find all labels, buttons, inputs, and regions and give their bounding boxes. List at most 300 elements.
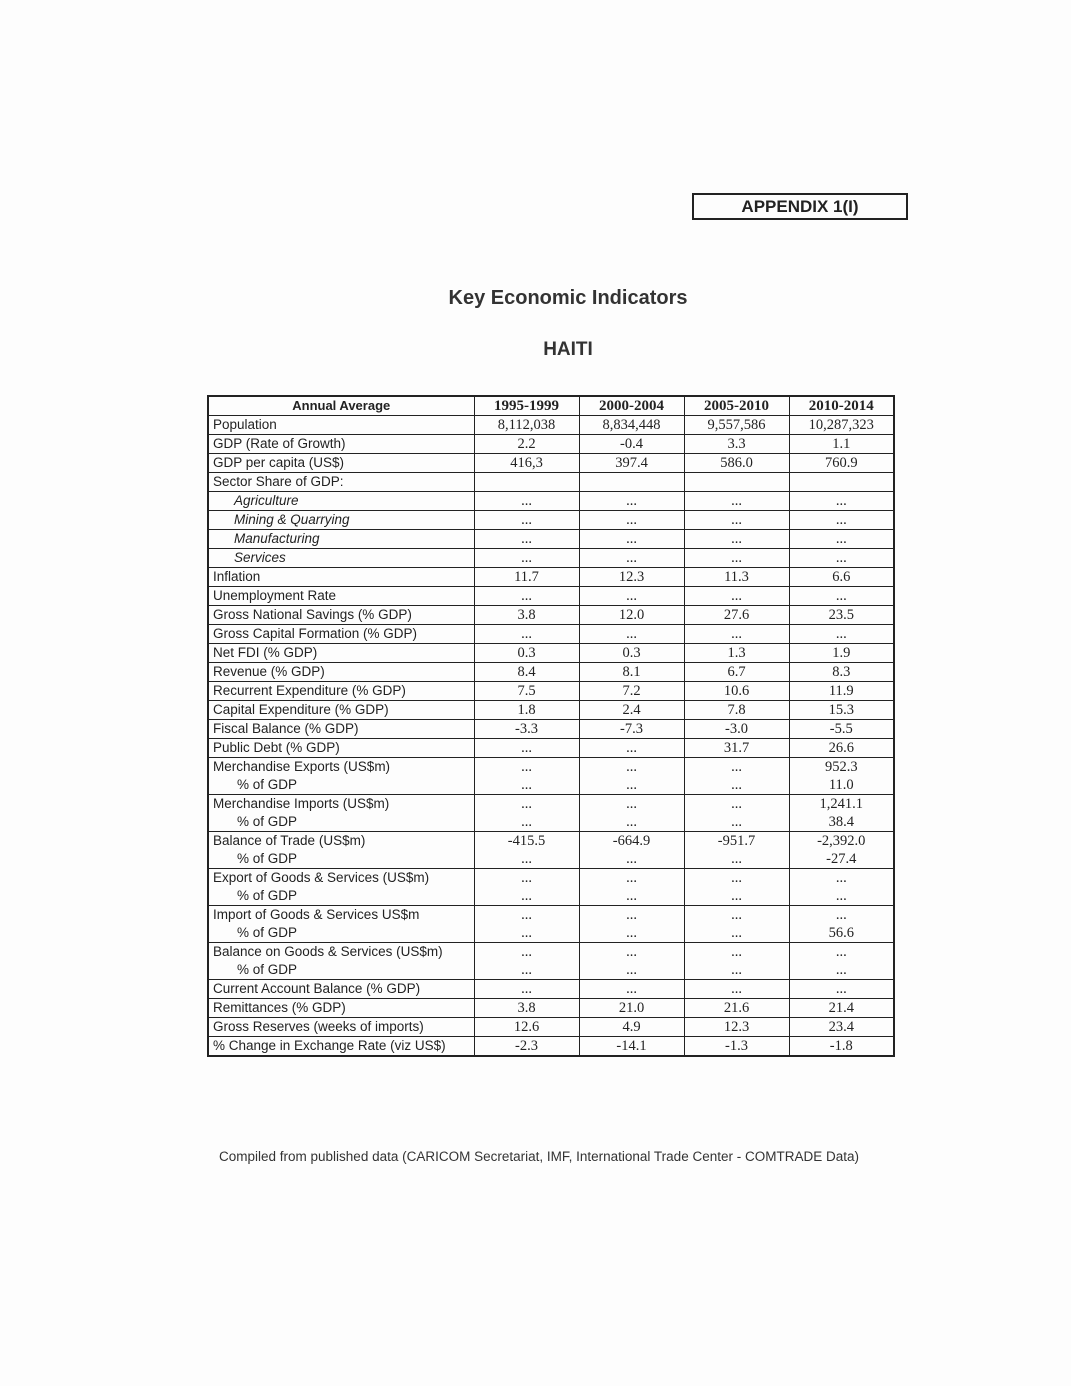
value-cell bbox=[789, 530, 894, 549]
column-header: 2000-2004 bbox=[579, 396, 684, 416]
value-cell bbox=[474, 568, 579, 587]
value-cell bbox=[789, 999, 894, 1018]
value-text: 3.3 bbox=[727, 436, 746, 452]
value-cell bbox=[579, 1037, 684, 1057]
table-body bbox=[208, 416, 894, 1057]
value-cell bbox=[474, 943, 579, 980]
value-pct-text: ... bbox=[626, 777, 637, 793]
appendix-label: APPENDIX 1(I) bbox=[692, 193, 908, 220]
value-cell bbox=[789, 454, 894, 473]
value-cell bbox=[579, 549, 684, 568]
value-text: 26.6 bbox=[828, 740, 854, 756]
value-text: -664.9 bbox=[612, 833, 651, 849]
row-label-text: GDP per capita (US$) bbox=[213, 455, 345, 470]
value-cell bbox=[474, 701, 579, 720]
value-text: 2.4 bbox=[622, 702, 641, 718]
row-label-text: Population bbox=[213, 417, 277, 432]
value-cell bbox=[684, 492, 789, 511]
value-text: ... bbox=[521, 493, 532, 509]
value-cell bbox=[579, 511, 684, 530]
value-cell bbox=[474, 720, 579, 739]
row-label bbox=[208, 943, 474, 980]
value-cell bbox=[789, 943, 894, 980]
value-cell bbox=[684, 549, 789, 568]
row-label bbox=[208, 435, 474, 454]
value-text: ... bbox=[626, 588, 637, 604]
value-cell bbox=[789, 1037, 894, 1057]
row-sublabel-text: % of GDP bbox=[237, 851, 298, 866]
row-label bbox=[208, 473, 474, 492]
row-label-text: Agriculture bbox=[234, 493, 299, 508]
value-cell bbox=[474, 530, 579, 549]
table-row bbox=[208, 701, 894, 720]
value-text: ... bbox=[835, 531, 847, 547]
value-text: 10,287,323 bbox=[808, 417, 874, 433]
value-pct-text: ... bbox=[731, 851, 742, 867]
row-label-text: Current Account Balance (% GDP) bbox=[213, 981, 421, 996]
value-pct-text: ... bbox=[521, 925, 532, 941]
value-text: 8,834,448 bbox=[602, 417, 661, 433]
value-cell bbox=[474, 663, 579, 682]
row-label bbox=[208, 644, 474, 663]
value-pct-text: ... bbox=[731, 888, 742, 904]
value-pct-text: 38.4 bbox=[828, 814, 854, 830]
value-cell bbox=[684, 568, 789, 587]
value-cell bbox=[474, 454, 579, 473]
value-pct-text: ... bbox=[521, 851, 532, 867]
value-cell bbox=[789, 663, 894, 682]
value-cell bbox=[579, 473, 684, 492]
value-text: 27.6 bbox=[723, 607, 750, 623]
row-label-text: Gross National Savings (% GDP) bbox=[213, 607, 412, 622]
value-cell bbox=[789, 587, 894, 606]
value-cell bbox=[579, 869, 684, 906]
value-cell bbox=[579, 416, 684, 435]
value-cell bbox=[789, 701, 894, 720]
table-row bbox=[208, 663, 894, 682]
value-text: ... bbox=[521, 796, 532, 812]
value-cell bbox=[579, 606, 684, 625]
value-cell bbox=[684, 739, 789, 758]
value-cell bbox=[789, 435, 894, 454]
value-text: 23.5 bbox=[828, 607, 854, 623]
value-text: ... bbox=[626, 907, 637, 923]
row-label bbox=[208, 999, 474, 1018]
value-text: 21.0 bbox=[618, 1000, 645, 1016]
value-cell bbox=[579, 999, 684, 1018]
row-label bbox=[208, 606, 474, 625]
table-row bbox=[208, 549, 894, 568]
value-cell bbox=[474, 832, 579, 869]
value-cell bbox=[474, 1037, 579, 1057]
page-title: Key Economic Indicators bbox=[448, 287, 688, 309]
value-cell bbox=[474, 980, 579, 999]
value-text: ... bbox=[835, 588, 847, 604]
value-text: 6.6 bbox=[832, 569, 851, 585]
table-row bbox=[208, 587, 894, 606]
value-cell bbox=[474, 435, 579, 454]
value-cell bbox=[684, 720, 789, 739]
source-footnote: Compiled from published data (CARICOM Secretariat, IMF, International Trade Center - COMTRADE Data) bbox=[219, 1149, 859, 1164]
value-cell bbox=[579, 530, 684, 549]
value-cell bbox=[789, 549, 894, 568]
row-label bbox=[208, 492, 474, 511]
value-text: 1,241.1 bbox=[819, 796, 863, 812]
value-text: 1.1 bbox=[832, 436, 851, 452]
value-cell bbox=[789, 625, 894, 644]
row-label-text: Mining & Quarrying bbox=[234, 512, 350, 527]
row-label-text: Inflation bbox=[213, 569, 261, 584]
value-pct-text: ... bbox=[731, 777, 742, 793]
value-text: -2,392.0 bbox=[817, 833, 866, 849]
value-cell bbox=[789, 720, 894, 739]
value-pct-text: ... bbox=[521, 888, 532, 904]
row-label bbox=[208, 869, 474, 906]
table-row bbox=[208, 606, 894, 625]
value-text: ... bbox=[731, 531, 742, 547]
value-text: ... bbox=[626, 740, 637, 756]
value-cell bbox=[684, 795, 789, 832]
value-cell bbox=[789, 682, 894, 701]
value-cell bbox=[684, 943, 789, 980]
value-cell bbox=[474, 869, 579, 906]
row-label-text: Gross Capital Formation (% GDP) bbox=[213, 626, 418, 641]
row-label bbox=[208, 625, 474, 644]
value-text: ... bbox=[521, 759, 532, 775]
row-label bbox=[208, 739, 474, 758]
value-text: ... bbox=[835, 626, 847, 642]
table-row bbox=[208, 644, 894, 663]
value-text: ... bbox=[835, 550, 847, 566]
table-row bbox=[208, 473, 894, 492]
value-text: 7.8 bbox=[727, 702, 746, 718]
value-cell bbox=[789, 832, 894, 869]
value-cell bbox=[684, 1037, 789, 1057]
value-text: 21.6 bbox=[723, 1000, 750, 1016]
table-row bbox=[208, 999, 894, 1018]
value-text: 9,557,586 bbox=[707, 417, 766, 433]
value-cell bbox=[684, 530, 789, 549]
value-cell bbox=[684, 1018, 789, 1037]
value-pct-text: ... bbox=[521, 962, 532, 978]
value-text: ... bbox=[626, 796, 637, 812]
row-label bbox=[208, 663, 474, 682]
value-text: ... bbox=[626, 870, 637, 886]
value-text: ... bbox=[835, 944, 847, 960]
value-pct-text: ... bbox=[626, 925, 637, 941]
value-pct-text: ... bbox=[731, 814, 742, 830]
value-cell bbox=[789, 492, 894, 511]
table-row bbox=[208, 832, 894, 869]
value-text: ... bbox=[835, 981, 847, 997]
value-cell bbox=[684, 906, 789, 943]
table-row bbox=[208, 682, 894, 701]
table-row bbox=[208, 1018, 894, 1037]
value-text: ... bbox=[731, 588, 742, 604]
value-cell bbox=[789, 739, 894, 758]
value-text: ... bbox=[521, 588, 532, 604]
row-sublabel-text: % of GDP bbox=[237, 925, 298, 940]
value-cell bbox=[684, 473, 789, 492]
value-text: ... bbox=[521, 531, 532, 547]
value-text: 6.7 bbox=[727, 664, 746, 680]
value-text: ... bbox=[626, 550, 637, 566]
value-text: 8.3 bbox=[832, 664, 851, 680]
value-text: 23.4 bbox=[828, 1019, 854, 1035]
table-row bbox=[208, 511, 894, 530]
value-cell bbox=[474, 511, 579, 530]
value-text: -3.0 bbox=[725, 721, 748, 737]
value-text: 11.9 bbox=[828, 683, 854, 699]
value-cell bbox=[789, 568, 894, 587]
value-text: 952.3 bbox=[824, 759, 858, 775]
row-label-text: Merchandise Imports (US$m) bbox=[213, 796, 390, 811]
row-label bbox=[208, 416, 474, 435]
row-sublabel-text: % of GDP bbox=[237, 962, 298, 977]
value-cell bbox=[474, 587, 579, 606]
value-text: ... bbox=[626, 981, 637, 997]
value-cell bbox=[789, 758, 894, 795]
column-header: Annual Average bbox=[208, 396, 474, 416]
value-text: ... bbox=[731, 759, 742, 775]
value-cell bbox=[789, 644, 894, 663]
value-text: 3.8 bbox=[517, 607, 536, 623]
value-text: ... bbox=[835, 512, 847, 528]
value-cell bbox=[684, 416, 789, 435]
value-text: 1.8 bbox=[517, 702, 536, 718]
row-label bbox=[208, 511, 474, 530]
value-pct-text: ... bbox=[626, 851, 637, 867]
value-cell bbox=[579, 625, 684, 644]
table-header-row bbox=[208, 396, 894, 416]
value-cell bbox=[474, 1018, 579, 1037]
value-cell bbox=[789, 869, 894, 906]
row-label bbox=[208, 701, 474, 720]
row-label bbox=[208, 906, 474, 943]
value-text: 12.3 bbox=[723, 1019, 750, 1035]
column-header: 1995-1999 bbox=[474, 396, 579, 416]
value-cell bbox=[684, 980, 789, 999]
row-label-text: Manufacturing bbox=[234, 531, 320, 546]
value-cell bbox=[579, 644, 684, 663]
value-cell bbox=[684, 454, 789, 473]
value-cell bbox=[789, 511, 894, 530]
value-text: 0.3 bbox=[622, 645, 641, 661]
row-sublabel-text: % of GDP bbox=[237, 888, 298, 903]
value-text: 0.3 bbox=[517, 645, 536, 661]
value-text: ... bbox=[731, 907, 742, 923]
value-cell bbox=[684, 606, 789, 625]
table-row bbox=[208, 416, 894, 435]
value-cell bbox=[684, 587, 789, 606]
value-text: 2.2 bbox=[517, 436, 536, 452]
value-text: 4.9 bbox=[622, 1019, 641, 1035]
country-heading: HAITI bbox=[543, 339, 593, 360]
value-cell bbox=[579, 832, 684, 869]
table-row bbox=[208, 906, 894, 943]
value-text: 7.2 bbox=[622, 683, 641, 699]
value-cell bbox=[579, 454, 684, 473]
value-text: ... bbox=[626, 493, 637, 509]
value-cell bbox=[789, 906, 894, 943]
value-text: ... bbox=[731, 493, 742, 509]
table-row bbox=[208, 454, 894, 473]
value-text: 11.7 bbox=[514, 569, 539, 585]
value-pct-text: ... bbox=[521, 814, 532, 830]
value-text: ... bbox=[731, 796, 742, 812]
value-cell bbox=[474, 644, 579, 663]
value-cell bbox=[684, 644, 789, 663]
value-text: ... bbox=[626, 531, 637, 547]
value-text: ... bbox=[521, 981, 532, 997]
row-label-text: Services bbox=[234, 550, 286, 565]
row-label-text: Remittances (% GDP) bbox=[213, 1000, 346, 1015]
row-label-text: Unemployment Rate bbox=[213, 588, 337, 603]
table-row bbox=[208, 568, 894, 587]
value-text: 21.4 bbox=[828, 1000, 854, 1016]
table-row bbox=[208, 943, 894, 980]
row-label bbox=[208, 720, 474, 739]
value-cell bbox=[474, 999, 579, 1018]
row-label bbox=[208, 1037, 474, 1057]
table-row bbox=[208, 869, 894, 906]
value-cell bbox=[684, 625, 789, 644]
row-label bbox=[208, 549, 474, 568]
column-header: 2010-2014 bbox=[789, 396, 894, 416]
value-text: ... bbox=[521, 944, 532, 960]
value-text: ... bbox=[521, 626, 532, 642]
value-text: -5.5 bbox=[829, 721, 853, 737]
value-cell bbox=[684, 682, 789, 701]
value-cell bbox=[579, 906, 684, 943]
table-row bbox=[208, 739, 894, 758]
value-cell bbox=[684, 435, 789, 454]
value-cell bbox=[684, 832, 789, 869]
table-row bbox=[208, 795, 894, 832]
value-text: 12.3 bbox=[618, 569, 645, 585]
value-pct-text: 56.6 bbox=[828, 925, 854, 941]
value-text: 1.3 bbox=[727, 645, 746, 661]
value-cell bbox=[684, 758, 789, 795]
row-sublabel-text: % of GDP bbox=[237, 777, 298, 792]
value-cell bbox=[579, 568, 684, 587]
row-label-text: Export of Goods & Services (US$m) bbox=[213, 870, 430, 885]
value-text: 397.4 bbox=[615, 455, 648, 471]
value-text: ... bbox=[626, 626, 637, 642]
value-text: ... bbox=[626, 759, 637, 775]
value-text: -0.4 bbox=[620, 436, 643, 452]
value-cell bbox=[474, 549, 579, 568]
value-text: ... bbox=[731, 626, 742, 642]
value-text: ... bbox=[731, 870, 742, 886]
value-text: ... bbox=[521, 740, 532, 756]
row-label-text: Net FDI (% GDP) bbox=[213, 645, 318, 660]
row-label bbox=[208, 980, 474, 999]
row-label bbox=[208, 454, 474, 473]
row-sublabel-text: % of GDP bbox=[237, 814, 298, 829]
value-pct-text: ... bbox=[521, 777, 532, 793]
value-pct-text: ... bbox=[626, 888, 637, 904]
row-label-text: Public Debt (% GDP) bbox=[213, 740, 340, 755]
value-cell bbox=[789, 416, 894, 435]
value-text: 8.1 bbox=[622, 664, 641, 680]
value-pct-text: ... bbox=[626, 962, 637, 978]
row-label-text: GDP (Rate of Growth) bbox=[213, 436, 346, 451]
row-label-text: Fiscal Balance (% GDP) bbox=[213, 721, 359, 736]
value-pct-text: ... bbox=[835, 888, 847, 904]
value-text: 586.0 bbox=[720, 455, 753, 471]
value-cell bbox=[474, 606, 579, 625]
value-cell bbox=[474, 492, 579, 511]
value-cell bbox=[789, 473, 894, 492]
value-cell bbox=[579, 587, 684, 606]
value-text: 31.7 bbox=[723, 740, 750, 756]
value-cell bbox=[579, 663, 684, 682]
value-text: ... bbox=[731, 512, 742, 528]
value-text: 15.3 bbox=[828, 702, 854, 718]
value-cell bbox=[474, 739, 579, 758]
value-pct-text: 11.0 bbox=[828, 777, 854, 793]
value-text: 11.3 bbox=[724, 569, 749, 585]
row-label-text: Merchandise Exports (US$m) bbox=[213, 759, 391, 774]
value-cell bbox=[684, 869, 789, 906]
value-text: 8.4 bbox=[517, 664, 536, 680]
value-text: 416,3 bbox=[510, 455, 543, 471]
value-text: ... bbox=[835, 870, 847, 886]
row-label-text: Gross Reserves (weeks of imports) bbox=[213, 1019, 424, 1034]
row-label bbox=[208, 530, 474, 549]
value-pct-text: ... bbox=[835, 962, 847, 978]
value-text: ... bbox=[626, 512, 637, 528]
row-label bbox=[208, 832, 474, 869]
row-label-text: Balance of Trade (US$m) bbox=[213, 833, 366, 848]
table-row bbox=[208, 435, 894, 454]
value-cell bbox=[579, 682, 684, 701]
value-cell bbox=[474, 625, 579, 644]
column-header: 2005-2010 bbox=[684, 396, 789, 416]
value-text: ... bbox=[835, 907, 847, 923]
row-label-text: Capital Expenditure (% GDP) bbox=[213, 702, 389, 717]
value-text: 7.5 bbox=[517, 683, 536, 699]
value-pct-text: ... bbox=[731, 925, 742, 941]
value-text: 12.6 bbox=[513, 1019, 540, 1035]
table-row bbox=[208, 1037, 894, 1057]
value-cell bbox=[684, 511, 789, 530]
value-pct-text: ... bbox=[731, 962, 742, 978]
value-text: ... bbox=[835, 493, 847, 509]
value-text: ... bbox=[521, 907, 532, 923]
row-label-text: % Change in Exchange Rate (viz US$) bbox=[213, 1038, 446, 1053]
value-cell bbox=[684, 663, 789, 682]
value-text: ... bbox=[521, 550, 532, 566]
value-text: -951.7 bbox=[717, 833, 756, 849]
value-text: ... bbox=[521, 870, 532, 886]
value-cell bbox=[579, 435, 684, 454]
row-label bbox=[208, 758, 474, 795]
value-text: ... bbox=[521, 512, 532, 528]
value-text: -1.3 bbox=[725, 1038, 748, 1054]
value-cell bbox=[579, 795, 684, 832]
value-text: ... bbox=[731, 981, 742, 997]
value-cell bbox=[579, 492, 684, 511]
value-text: ... bbox=[626, 944, 637, 960]
value-cell bbox=[579, 720, 684, 739]
row-label-text: Import of Goods & Services US$m bbox=[213, 907, 420, 922]
row-label bbox=[208, 682, 474, 701]
value-text: 8,112,038 bbox=[497, 417, 556, 433]
value-text: -1.8 bbox=[829, 1038, 853, 1054]
value-pct-text: -27.4 bbox=[826, 851, 857, 867]
